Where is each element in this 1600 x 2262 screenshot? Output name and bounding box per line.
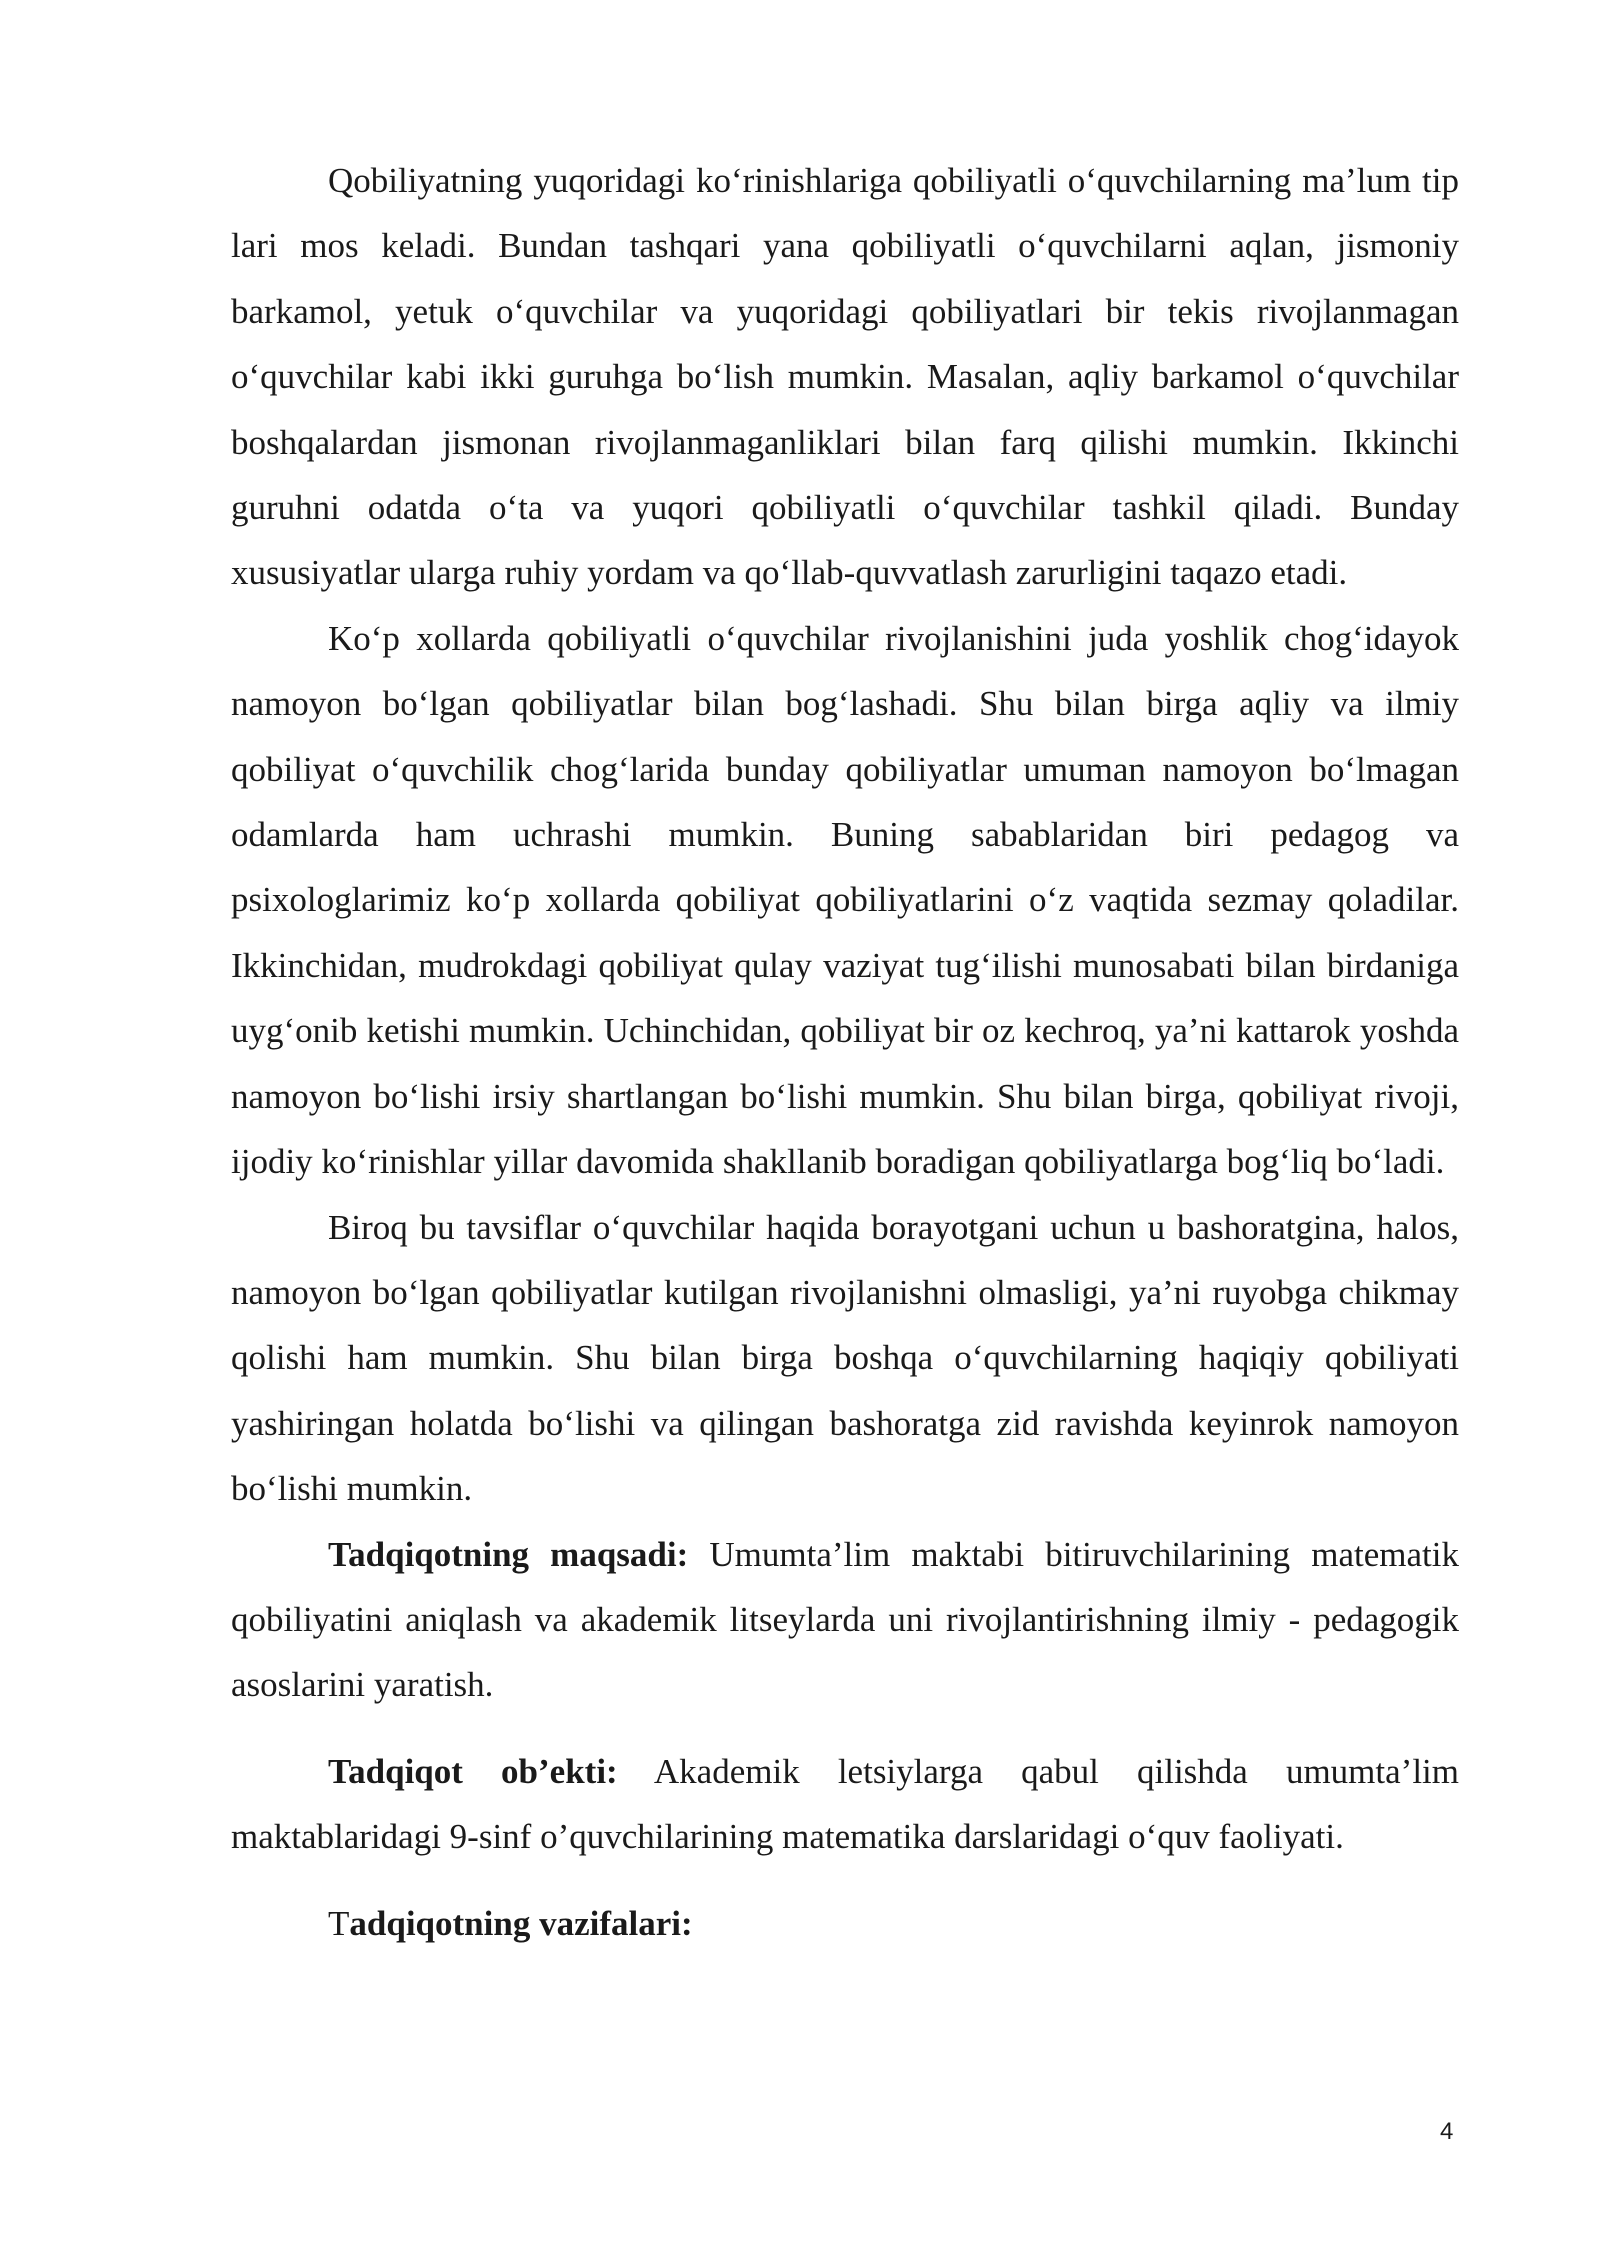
paragraph-research-goal [231, 1522, 1459, 1718]
research-goal-label: Tadqiqotning maqsadi: [328, 1534, 689, 1574]
research-tasks-label-first: T [328, 1903, 350, 1943]
research-tasks-label-rest: adqiqotning vazifalari: [349, 1903, 693, 1943]
page-number: 4 [1440, 2118, 1454, 2145]
research-object-label: Tadqiqot ob’ekti: [328, 1751, 618, 1791]
paragraph-abilities-types: Qobiliyatning yuqoridagi ko‘rinishlariga qobiliyatli o‘quvchilarning ma’lum tip lari mos keladi. Bundan tashqari yana qobiliyatli o‘quvchilarni aqlan, jismoniy barkamol, yetuk o‘quvchilar va yuqoridagi qobiliyatlari bir tekis rivojlanmagan o‘quvchilar kabi ikki guruhga bo‘lish mumkin. Masalan, aqliy barkamol o‘quvchilar boshqalardan jismonan rivojlanmaganliklari bilan farq qilishi mumkin. Ikkinchi guruhni odatda o‘ta va yuqori qobiliyatli o‘quvchilar tashkil qiladi. Bunday xususiyatlar ularga ruhiy yordam va qo‘llab-quvvatlash zarurligini taqazo etadi. [231, 161, 1459, 593]
paragraph-research-tasks-heading [231, 1891, 1459, 1956]
document-body [231, 148, 1459, 1956]
paragraph-forecast: Biroq bu tavsiflar o‘quvchilar haqida borayotgani uchun u bashoratgina, halos, namoyon bo‘lgan qobiliyatlar kutilgan rivojlanishni olmasligi, ya’ni ruyobga chikmay qolishi ham mumkin. Shu bilan birga boshqa o‘quvchilarning haqiqiy qobiliyati yashiringan holatda bo‘lishi va qilingan bashoratga zid ravishda keyinrok namoyon bo‘lishi mumkin. [231, 1207, 1459, 1509]
paragraph-early-abilities: Ko‘p xollarda qobiliyatli o‘quvchilar rivojlanishini juda yoshlik chog‘idayok namoyon bo‘lgan qobiliyatlar bilan bog‘lashadi. Shu bilan birga aqliy va ilmiy qobiliyat o‘quvchilik chog‘larida bunday qobiliyatlar umuman namoyon bo‘lmagan odamlarda ham uchrashi mumkin. Buning sabablaridan biri pedagog va psixologlarimiz ko‘p xollarda qobiliyat qobiliyatlarini o‘z vaqtida sezmay qoladilar. Ikkinchidan, mudrokdagi qobiliyat qulay vaziyat tug‘ilishi munosabati bilan birdaniga uyg‘onib ketishi mumkin. Uchinchidan, qobiliyat bir oz kechroq, ya’ni kattarok yoshda namoyon bo‘lishi irsiy shartlangan bo‘lishi mumkin. Shu bilan birga, qobiliyat rivoji, ijodiy ko‘rinishlar yillar davomida shakllanib boradigan qobiliyatlarga bog‘liq bo‘ladi. [231, 618, 1459, 1182]
research-object-text: Akademik letsiylarga qabul qilishda umumta’lim maktablaridagi 9-sinf o’quvchilarining matematika darslaridagi o‘quv faoliyati. [231, 1751, 1459, 1857]
paragraph-research-object [231, 1739, 1459, 1870]
research-goal-text: Umumta’lim maktabi bitiruvchilarining matematik qobiliyatini aniqlash va akademik litseylarda uni rivojlantirishning ilmiy - pedagogik asoslarini yaratish. [231, 1534, 1459, 1705]
